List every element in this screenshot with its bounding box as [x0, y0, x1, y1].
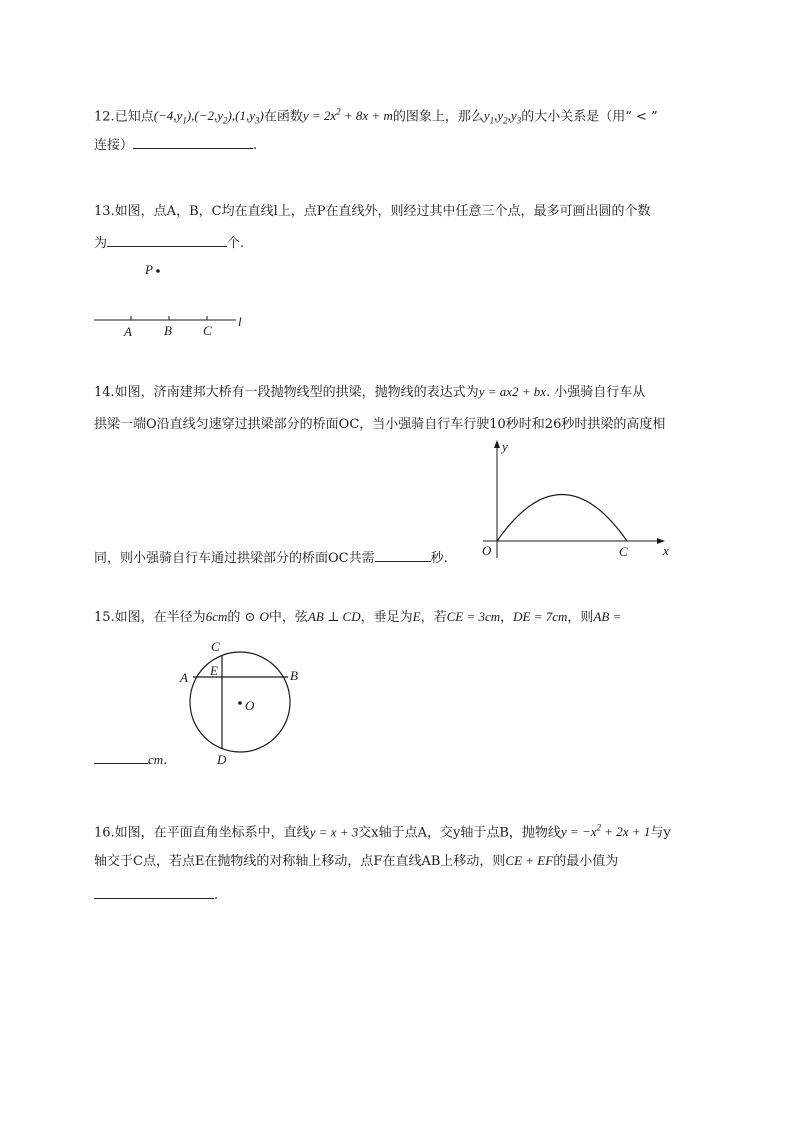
q16-line2: 轴交于C点，若点E在抛物线的对称轴上移动，点F在直线AB上移动，则CE + EF的最小值为 — [94, 853, 619, 869]
q13-line2: 为 个. — [94, 236, 245, 251]
label-C: C — [203, 323, 212, 338]
y-values: $y_1,y_2,y_3$ — [483, 108, 522, 126]
parabola-expression: y = ax2 + bx — [478, 384, 547, 399]
q16-line3: . — [94, 886, 218, 905]
question-number: 12. — [94, 109, 115, 125]
label-E: E — [210, 663, 218, 678]
label-x: x — [663, 543, 669, 558]
q15-line2: cm. — [94, 751, 167, 770]
label-D: D — [217, 752, 227, 767]
label-l: l — [238, 314, 242, 329]
q14-line3: 同，则小强骑自行车通过拱梁部分的桥面OC共需 秒. — [94, 551, 448, 566]
label-C: C — [619, 544, 628, 559]
label-A: A — [180, 670, 188, 685]
label-P: P — [145, 262, 153, 277]
q16-line1: 16.如图，在平面直角坐标系中，直线y = x + 3交x轴于点A，交y轴于点B，抛物线$y = -x^2 + 2x + 1$与y — [94, 823, 671, 841]
label-A: A — [124, 324, 132, 339]
q13-line1: 13.如图，点A，B，C均在直线l上，点P在直线外，则经过其中任意三个点，最多可画出圆的个数 — [94, 204, 651, 219]
q12-line1: 12.已知点$(-4,y_1),(-2,y_2),(1,y_3)$在函数$y = 2x^2 + 8x + m$的图象上，那么$y_1,y_2,y_3$的大小关系是（用“ < ” — [94, 107, 658, 126]
q14-line2: 拱梁一端O沿直线匀速穿过拱梁部分的桥面OC，当小强骑自行车行驶10秒时和26秒时拱梁的高度相 — [94, 417, 666, 432]
answer-blank[interactable] — [94, 886, 214, 899]
label-B: B — [290, 668, 298, 683]
function-expression: $y = 2x^2 + 8x + m$ — [302, 107, 393, 124]
label-O: O — [245, 698, 255, 713]
parabola-expression: $y = -x^2 + 2x + 1$ — [560, 823, 651, 840]
label-C: C — [211, 639, 220, 654]
label-B: B — [164, 323, 172, 338]
q12-line2: 连接） . — [94, 138, 258, 153]
center-O — [238, 701, 242, 705]
q15-line1: 15.如图，在半径为6cm的 ⊙ O中，弦AB ⊥ CD，垂足为E，若CE = 3cm，DE = 7cm，则AB = — [94, 609, 622, 625]
q14-line1: 14.如图，济南建邦大桥有一段抛物线型的拱梁，抛物线的表达式为y = ax2 + bx. 小强骑自行车从 — [94, 384, 646, 400]
point-list: $(-4,y_1),(-2,y_2),(1,y_3)$ — [153, 108, 264, 126]
label-O: O — [482, 543, 492, 558]
label-y: y — [502, 439, 508, 454]
